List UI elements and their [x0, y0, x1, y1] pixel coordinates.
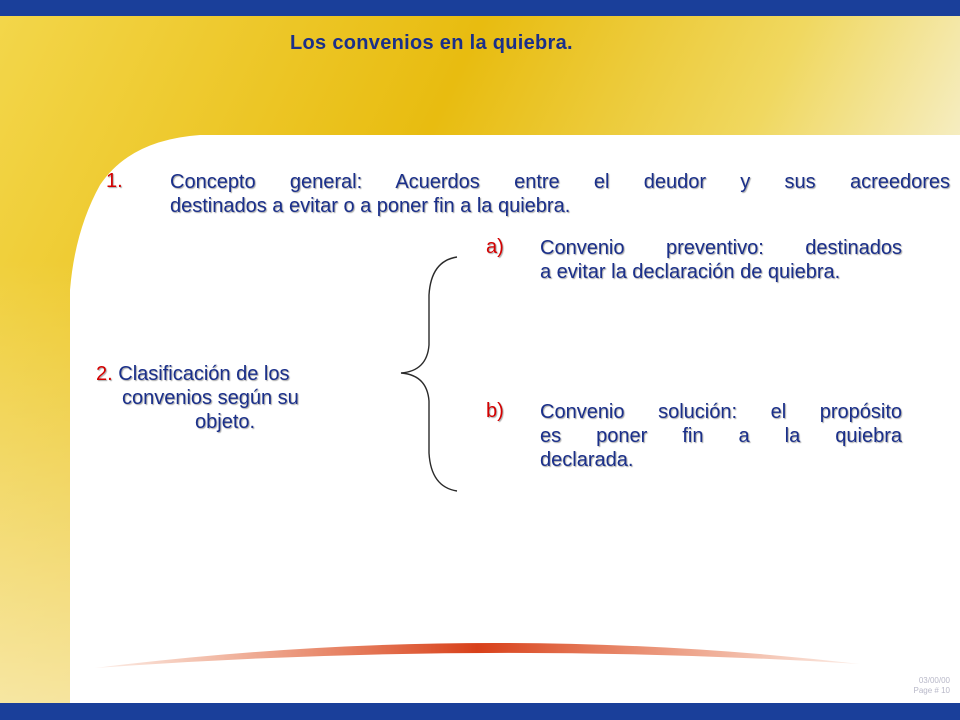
footer-date: 03/00/00	[918, 676, 950, 685]
sub-b-line2: es poner fin a la quiebra	[540, 425, 902, 447]
slide-title: Los convenios en la quiebra.	[290, 32, 573, 54]
sub-a-line1: Convenio preventivo: destinados	[540, 237, 902, 259]
slide-footer	[914, 676, 950, 696]
bottom-accent-bar	[0, 703, 960, 720]
sub-b-text	[540, 400, 902, 472]
sub-a-letter: a)	[486, 236, 504, 258]
sub-b-letter: b)	[486, 400, 504, 422]
item2-line3: objeto.	[195, 411, 256, 433]
item2-line2: convenios según su	[122, 387, 299, 409]
item2-number: 2.	[96, 363, 113, 385]
top-accent-bar	[0, 0, 960, 16]
curly-brace	[395, 255, 465, 495]
item1-text	[170, 170, 950, 218]
item1-line2: destinados a evitar o a poner fin a la quiebra.	[170, 195, 571, 217]
item1-number: 1.	[106, 170, 123, 192]
item1-line1: Concepto general: Acuerdos entre el deudor y sus acreedores	[170, 171, 950, 193]
sub-b-line1: Convenio solución: el propósito	[540, 401, 902, 423]
sub-b-line3: declarada.	[540, 449, 634, 471]
item2-text	[96, 362, 346, 434]
item2-line1: Clasificación de los	[118, 363, 290, 385]
footer-page-number: Page # 10	[913, 686, 950, 695]
sub-a-text	[540, 236, 902, 284]
sub-a-line2: a evitar la declaración de quiebra.	[540, 261, 841, 283]
